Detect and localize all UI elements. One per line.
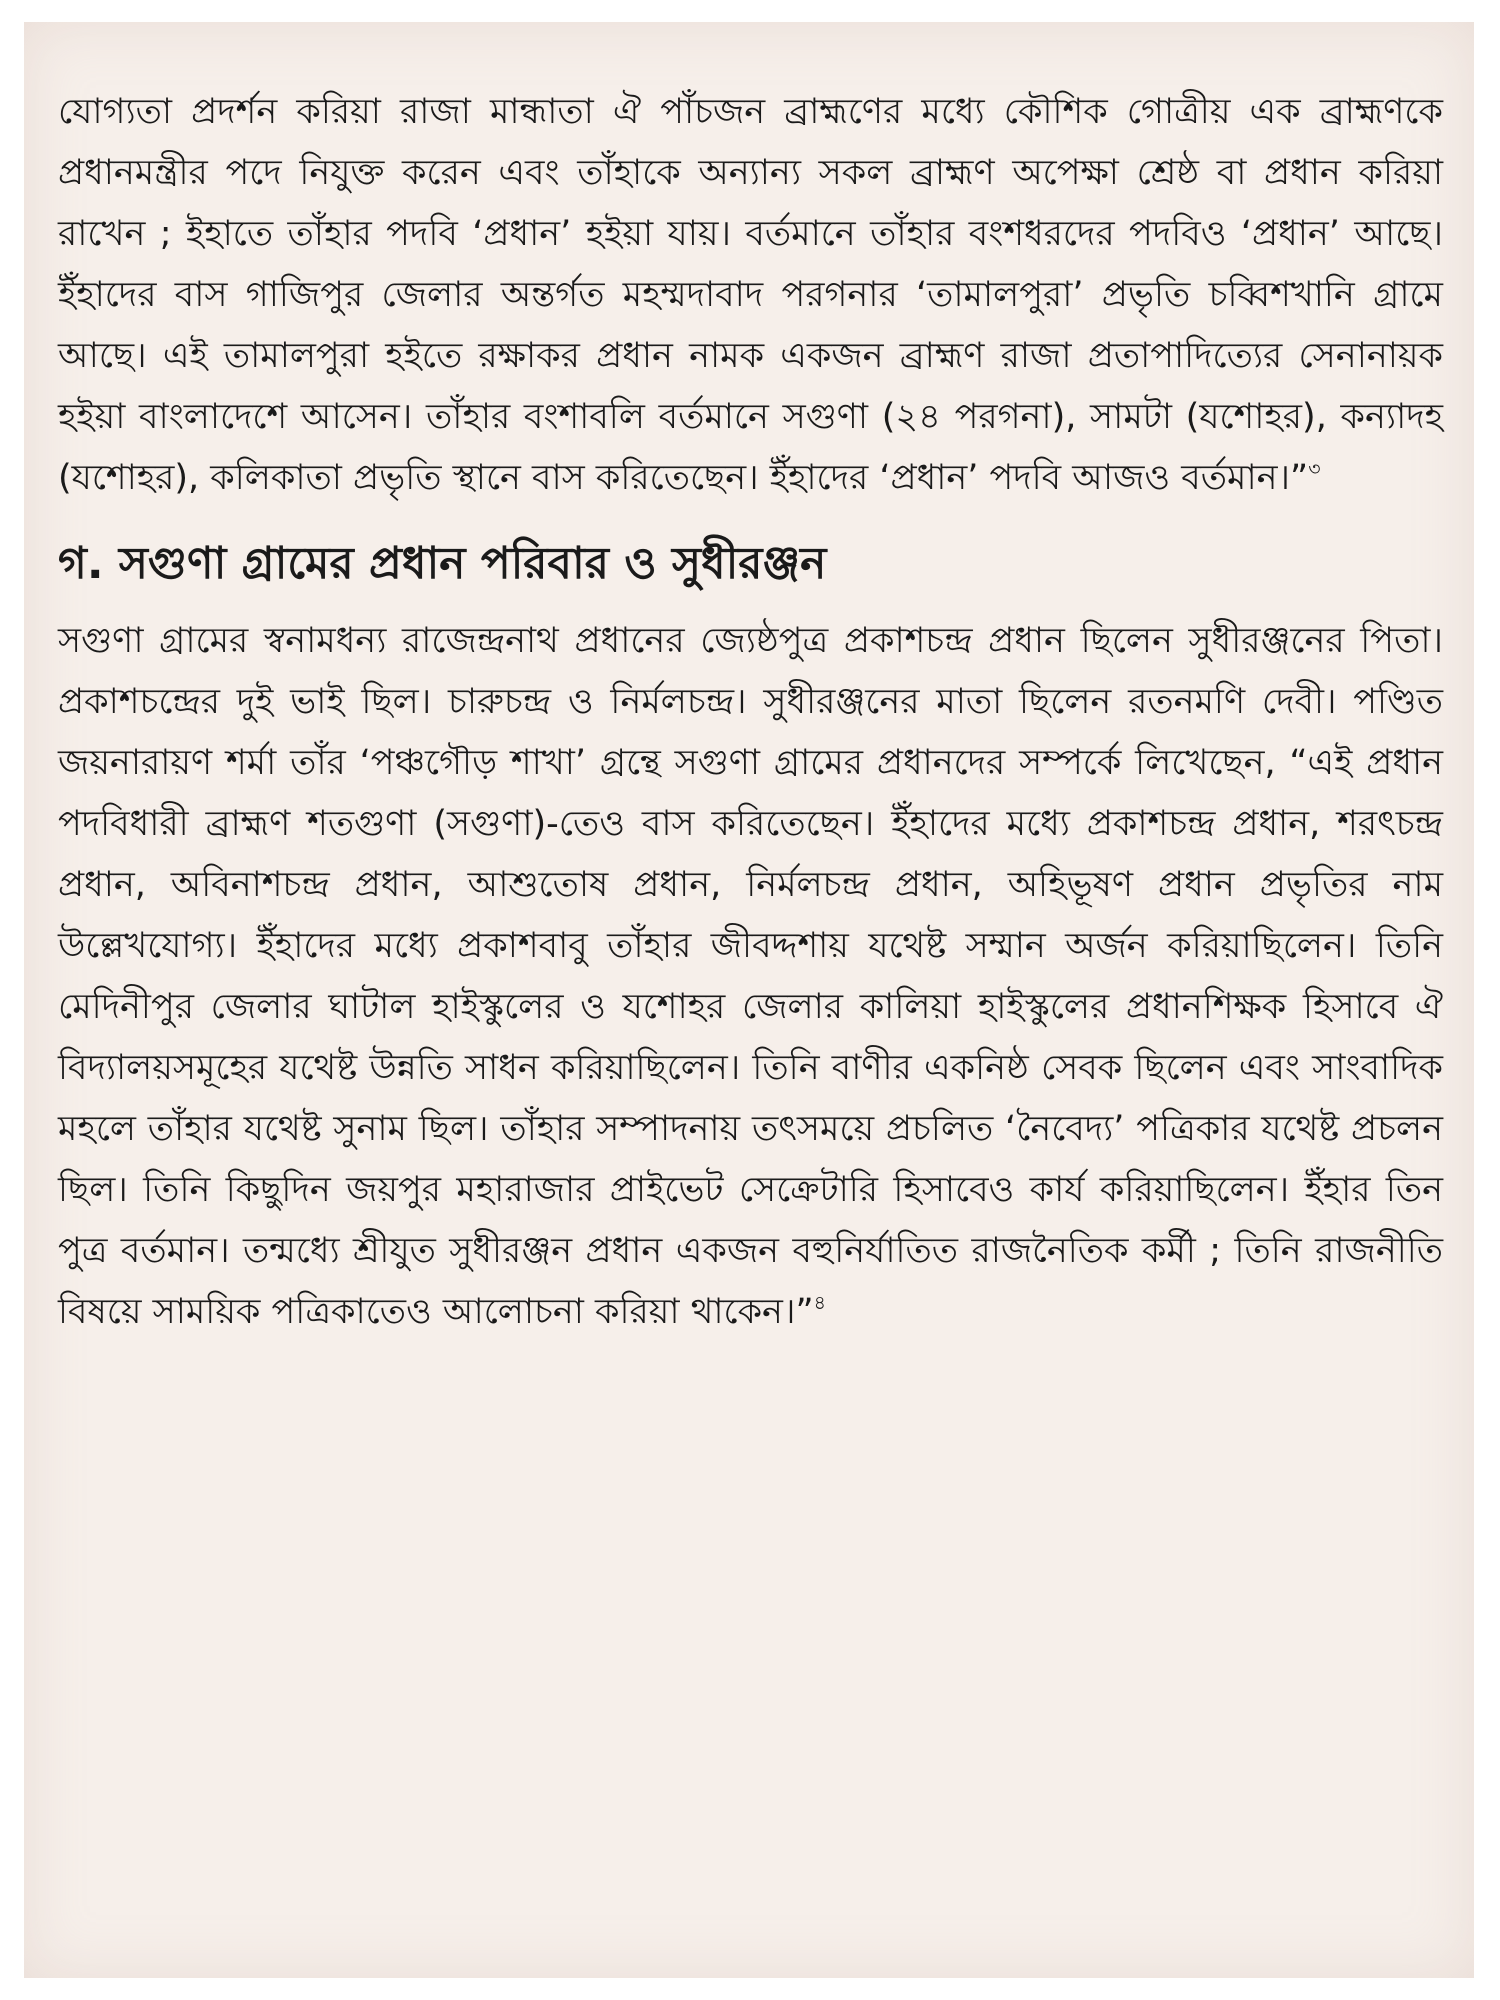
footnote-marker-4: ৪ [813,1292,826,1314]
paragraph-1-text: যোগ্যতা প্রদর্শন করিয়া রাজা মান্ধাতা ঐ পাঁচজন ব্রাহ্মণের মধ্যে কৌশিক গোত্রীয় এক ব্রাহ্মণকে প্রধানমন্ত্রীর পদে নিযুক্ত করেন এবং তাঁহাকে অন্যান্য সকল ব্রাহ্মণ অপেক্ষা শ্রেষ্ঠ বা প্রধান করিয়া রাখেন ; ইহাতে তাঁহার পদবি ‘প্রধান’ হইয়া যায়। বর্তমানে তাঁহার বংশধরদের পদবিও ‘প্রধান’ আছে। ইঁহাদের বাস গাজিপুর জেলার অন্তর্গত মহম্মদাবাদ পরগনার ‘তামালপুরা’ প্রভৃতি চব্বিশখানি গ্রামে আছে। এই তামালপুরা হইতে রক্ষাকর প্রধান নামক একজন ব্রাহ্মণ রাজা প্রতাপাদিত্যের সেনানায়ক হইয়া বাংলাদেশে আসেন। তাঁহার বংশাবলি বর্তমানে সগুণা (২৪ পরগনা), সামটা (যশোহর), কন্যাদহ (যশোহর), কলিকাতা প্রভৃতি স্থানে বাস করিতেছেন। ইঁহাদের ‘প্রধান’ পদবি আজও বর্তমান।” [58,92,1443,498]
paragraph-2 [58,611,1443,1343]
book-page [24,22,1474,1978]
footnote-marker-3: ৩ [1308,458,1321,480]
paragraph-1 [58,82,1443,509]
section-heading: গ. সগুণা গ্রামের প্রধান পরিবার ও সুধীরঞ্জন [58,538,827,589]
paragraph-2-text: সগুণা গ্রামের স্বনামধন্য রাজেন্দ্রনাথ প্রধানের জ্যেষ্ঠপুত্র প্রকাশচন্দ্র প্রধান ছিলেন সুধীরঞ্জনের পিতা। প্রকাশচন্দ্রের দুই ভাই ছিল। চারুচন্দ্র ও নির্মলচন্দ্র। সুধীরঞ্জনের মাতা ছিলেন রতনমণি দেবী। পণ্ডিত জয়নারায়ণ শর্মা তাঁর ‘পঞ্চগৌড় শাখা’ গ্রন্থে সগুণা গ্রামের প্রধানদের সম্পর্কে লিখেছেন, “এই প্রধান পদবিধারী ব্রাহ্মণ শতগুণা (সগুণা)-তেও বাস করিতেছেন। ইঁহাদের মধ্যে প্রকাশচন্দ্র প্রধান, শরৎচন্দ্র প্রধান, অবিনাশচন্দ্র প্রধান, আশুতোষ প্রধান, নির্মলচন্দ্র প্রধান, অহিভূষণ প্রধান প্রভৃতির নাম উল্লেখযোগ্য। ইঁহাদের মধ্যে প্রকাশবাবু তাঁহার জীবদ্দশায় যথেষ্ট সম্মান অর্জন করিয়াছিলেন। তিনি মেদিনীপুর জেলার ঘাটাল হাইস্কুলের ও যশোহর জেলার কালিয়া হাইস্কুলের প্রধানশিক্ষক হিসাবে ঐ বিদ্যালয়সমূহের যথেষ্ট উন্নতি সাধন করিয়াছিলেন। তিনি বাণীর একনিষ্ঠ সেবক ছিলেন এবং সাংবাদিক মহলে তাঁহার যথেষ্ট সুনাম ছিল। তাঁহার সম্পাদনায় তৎসময়ে প্রচলিত ‘নৈবেদ্য’ পত্রিকার যথেষ্ট প্রচলন ছিল। তিনি কিছুদিন জয়পুর মহারাজার প্রাইভেট সেক্রেটারি হিসাবেও কার্য করিয়াছিলেন। ইঁহার তিন পুত্র বর্তমান। তন্মধ্যে শ্রীযুত সুধীরঞ্জন প্রধান একজন বহুনির্যাতিত রাজনৈতিক কর্মী ; তিনি রাজনীতি বিষয়ে সাময়িক পত্রিকাতেও আলোচনা করিয়া থাকেন।” [58,621,1443,1332]
text-column [58,82,1443,1343]
